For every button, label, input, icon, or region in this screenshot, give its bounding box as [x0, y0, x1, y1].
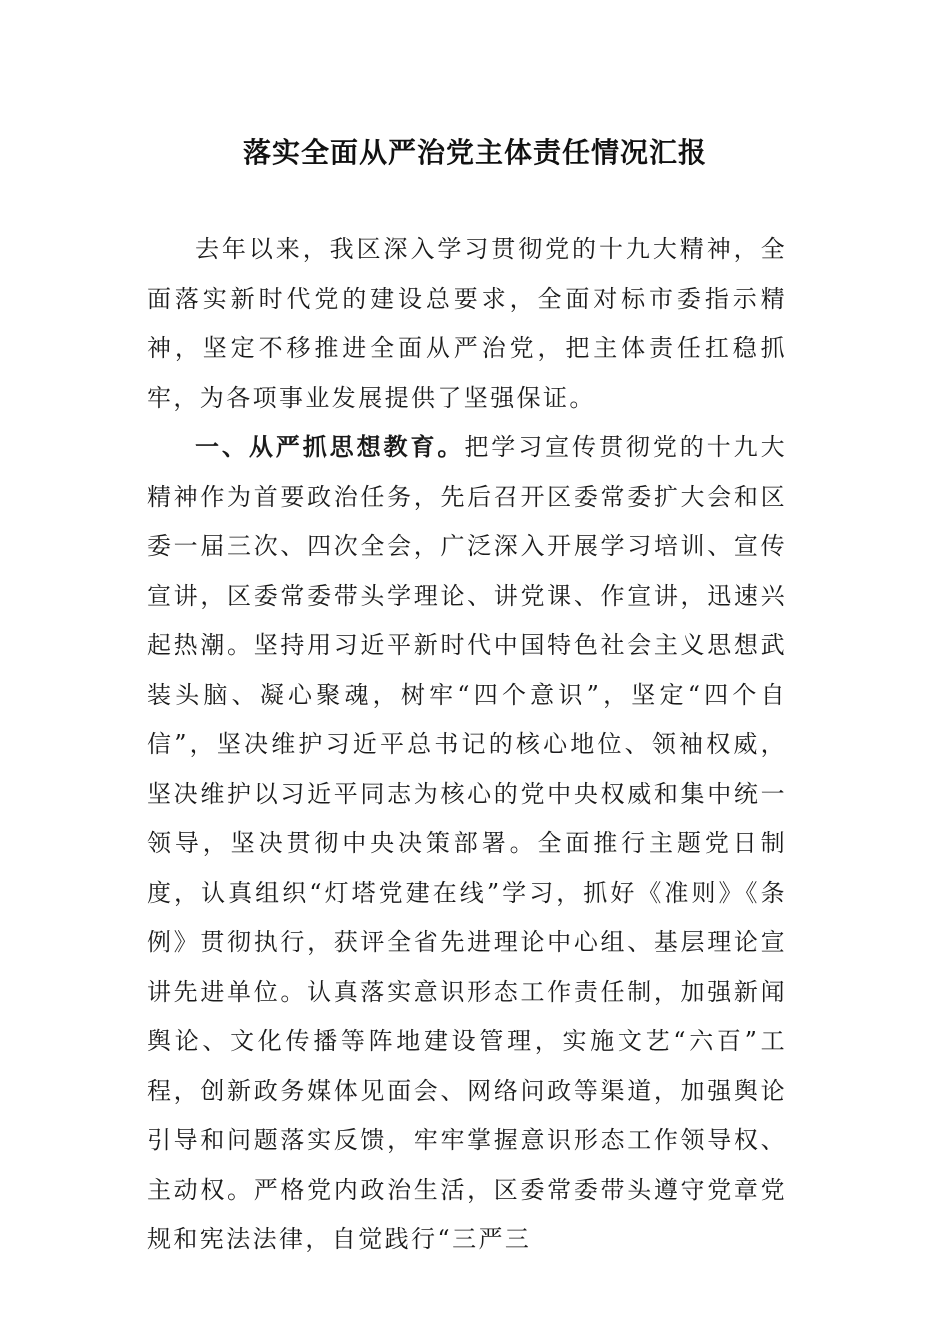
paragraph-section-1 [147, 423, 787, 1265]
paragraph-text: 把学习宣传贯彻党的十九大精神作为首要政治任务，先后召开区委常委扩大会和区委一届三次、四次全会，广泛深入开展学习培训、宣传宣讲，区委常委带头学理论、讲党课、作宣讲，迅速兴起热潮。坚持用习近平新时代中国特色社会主义思想武装头脑、凝心聚魂，树牢“四个意识”，坚定“四个自信”，坚决维护习近平总书记的核心地位、领袖权威，坚决维护以习近平同志为核心的党中央权威和集中统一领导，坚决贯彻中央决策部署。全面推行主题党日制度，认真组织“灯塔党建在线”学习，抓好《准则》《条例》贯彻执行，获评全省先进理论中心组、基层理论宣讲先进单位。认真落实意识形态工作责任制，加强新闻舆论、文化传播等阵地建设管理，实施文艺“六百”工程，创新政务媒体见面会、网络问政等渠道，加强舆论引导和问题落实反馈，牢牢掌握意识形态工作领导权、主动权。严格党内政治生活，区委常委带头遵守党章党规和宪法法律，自觉践行“三严三 [147, 433, 787, 1253]
document-title: 落实全面从严治党主体责任情况汇报 [242, 136, 707, 169]
paragraph-lead: 一、从严抓思想教育。 [195, 433, 465, 461]
document-body [147, 225, 787, 1265]
paragraph-intro [147, 225, 787, 423]
paragraph-text: 去年以来，我区深入学习贯彻党的十九大精神，全面落实新时代党的建设总要求，全面对标市委指示精神，坚定不移推进全面从严治党，把主体责任扛稳抓牢，为各项事业发展提供了坚强保证。 [147, 235, 787, 412]
